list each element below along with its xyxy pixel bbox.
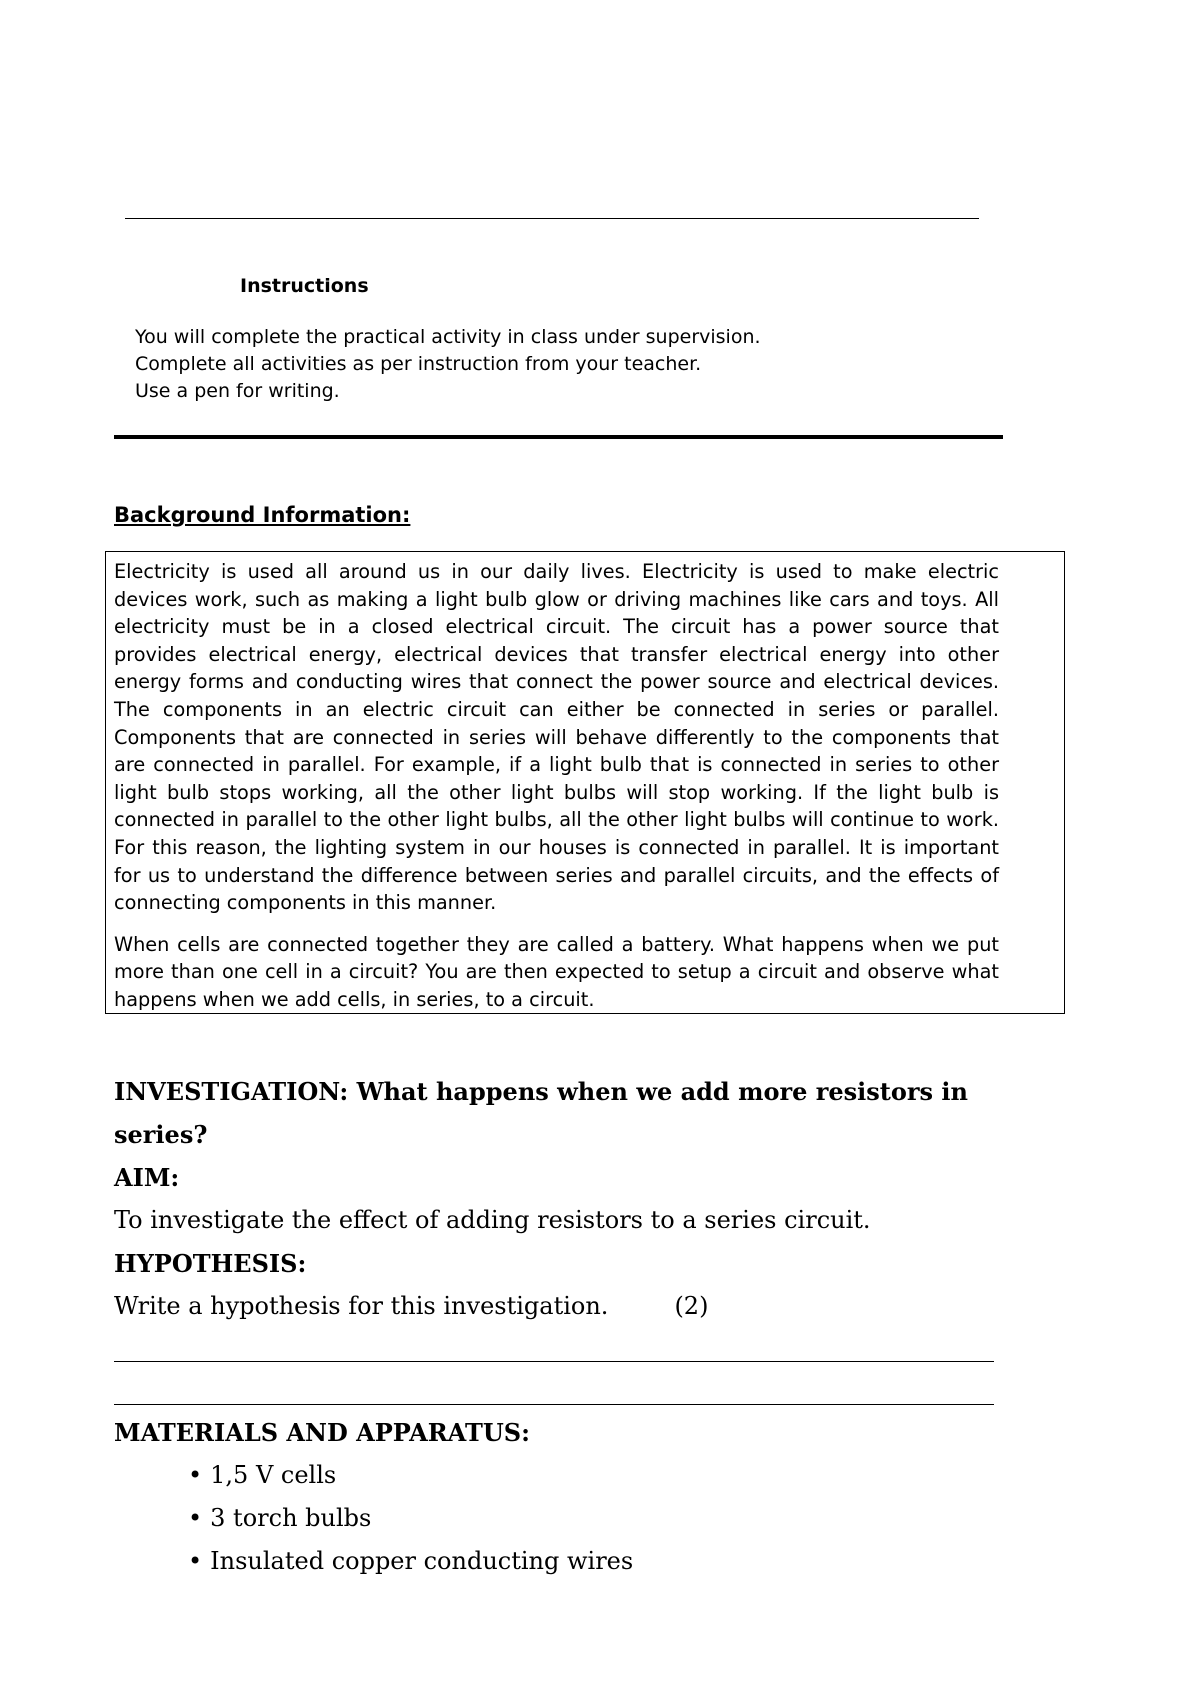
hypothesis-prompt: Write a hypothesis for this investigation. xyxy=(114,1292,609,1320)
material-label: 1,5 V cells xyxy=(210,1461,337,1489)
instruction-line: Complete all activities as per instruction from your teacher. xyxy=(135,353,702,375)
instruction-line: You will complete the practical activity in class under supervision. xyxy=(135,326,761,348)
hypothesis-marks: (2) xyxy=(674,1292,709,1320)
background-paragraph: When cells are connected together they are called a battery. What happens when we put more than one cell in a circuit? You are then expected to setup a circuit and observe what happens when we add cells, in series, to a circuit. xyxy=(114,932,999,1011)
materials-section xyxy=(114,1411,633,1583)
hypothesis-prompt-row xyxy=(114,1285,1014,1328)
list-item xyxy=(188,1497,633,1540)
material-label: Insulated copper conducting wires xyxy=(210,1547,634,1575)
list-item xyxy=(188,1454,633,1497)
instruction-line: Use a pen for writing. xyxy=(135,380,340,402)
aim-label: AIM: xyxy=(114,1163,180,1192)
materials-heading: MATERIALS AND APPARATUS: xyxy=(114,1418,530,1447)
materials-list xyxy=(114,1454,633,1583)
bullet-icon: • xyxy=(188,1547,203,1575)
investigation-section xyxy=(114,1070,1014,1328)
answer-line[interactable] xyxy=(114,1361,994,1362)
top-divider xyxy=(125,218,979,219)
aim-text: To investigate the effect of adding resistors to a series circuit. xyxy=(114,1206,871,1234)
list-item xyxy=(188,1540,633,1583)
background-paragraph: Electricity is used all around us in our daily lives. Electricity is used to make electric devices work, such as making a light bulb glow or driving machines like cars and toys. All electricity must be in a closed electrical circuit. The circuit has a power source that provides electrical energy, electrical devices that transfer electrical energy into other energy forms and conducting wires that connect the power source and electrical devices. The components in an electric circuit can either be connected in series or parallel. Components that are connected in series will behave differently to the components that are connected in parallel. For example, if a light bulb that is connected in series to other light bulb stops working, all the other light bulbs will stop working. If the light bulb is connected in parallel to the other light bulbs, all the other light bulbs will continue to work. For this reason, the lighting system in our houses is connected in parallel. It is important for us to understand the difference between series and parallel circuits, and the effects of connecting components in this manner. xyxy=(114,560,999,915)
answer-line[interactable] xyxy=(114,1404,994,1405)
background-title: Background Information: xyxy=(114,503,411,527)
section-divider xyxy=(114,435,1003,439)
investigation-heading: INVESTIGATION: What happens when we add more resistors in series? xyxy=(114,1077,968,1149)
bullet-icon: • xyxy=(188,1461,203,1489)
material-label: 3 torch bulbs xyxy=(210,1504,372,1532)
instructions-title: Instructions xyxy=(240,275,369,297)
bullet-icon: • xyxy=(188,1504,203,1532)
hypothesis-label: HYPOTHESIS: xyxy=(114,1249,307,1278)
background-box xyxy=(105,551,1065,1014)
instructions-list xyxy=(135,324,761,405)
